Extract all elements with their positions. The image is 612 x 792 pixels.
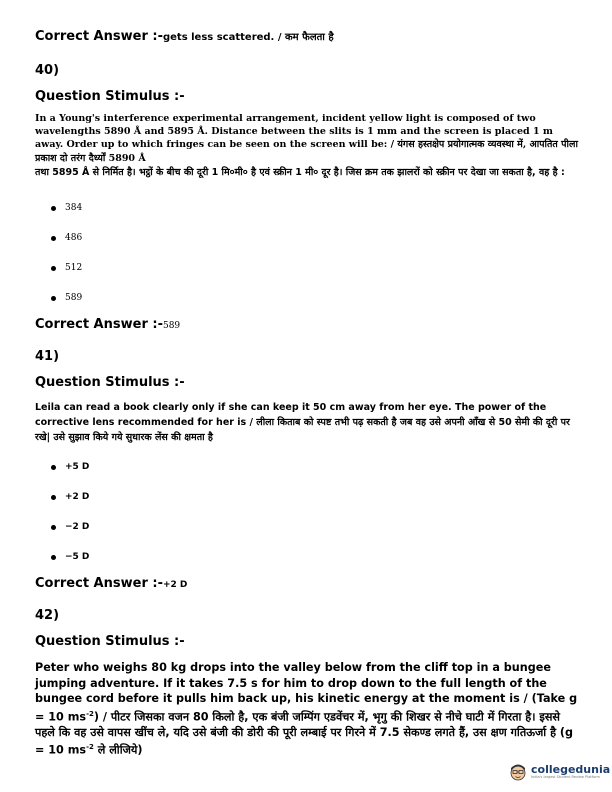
correct-answer-value: 589 <box>162 321 181 331</box>
option-4[interactable] <box>51 552 89 562</box>
question-number: 40) <box>35 63 60 78</box>
correct-answer-41 <box>35 576 187 591</box>
option-2[interactable] <box>51 233 82 243</box>
question-42-text-pre: Peter who weighs 80 kg drops into the valley below from the cliff top in a bungee jumping adventure. If it takes 7.5 s for him to drop down to the full length of the bungee cord before it pulls him back up, his kinetic energy at the moment is / (Take g = 10 ms <box>35 661 578 724</box>
correct-answer-value: +2 D <box>162 580 188 590</box>
question-40-text <box>35 112 580 180</box>
option-4-text: 589 <box>65 293 83 303</box>
option-2-text: 486 <box>65 233 83 243</box>
bullet-icon <box>51 266 56 271</box>
question-number: 41) <box>35 349 60 364</box>
bullet-icon <box>51 236 56 241</box>
question-stimulus-label: Question Stimulus :- <box>35 634 185 649</box>
question-41-text: Leila can read a book clearly only if she can keep it 50 cm away from her eye. The power of the corrective lens recommended for her is / लीला किताब को स्पष्ट तभी पढ़ सकती है जब वह उसे अपनी आँख से 50 सेमी की दूरी पर रखे| उसे सुझाव किये गये सुधारक लेंस की क्षमता है <box>35 402 570 443</box>
logo-name: collegedunia <box>531 763 611 776</box>
question-number: 42) <box>35 608 60 623</box>
bullet-icon <box>51 206 56 211</box>
option-3-text: 512 <box>65 263 83 273</box>
collegedunia-logo <box>508 762 610 782</box>
correct-answer-40 <box>35 317 180 332</box>
superscript-exponent: -2 <box>86 743 94 752</box>
correct-answer-value: gets less scattered. / कम फैलता है <box>162 32 334 43</box>
question-42-text <box>35 660 583 758</box>
superscript-exponent: -2 <box>86 709 94 718</box>
option-3[interactable] <box>51 263 82 273</box>
question-40-text-hi: तथा 5895 Å से निर्मित है। भट्ठों के बीच की दूरी 1 मि०मी० है एवं स्क्रीन 1 मी० दूर है। जिस क्रम तक झालरों को स्क्रीन पर देखा जा सकता है, वह है : <box>35 166 565 178</box>
correct-answer-label: Correct Answer :- <box>35 317 163 332</box>
bullet-icon <box>51 525 56 530</box>
option-1[interactable] <box>51 203 82 213</box>
bullet-icon <box>51 495 56 500</box>
question-stimulus-label: Question Stimulus :- <box>35 89 185 104</box>
bullet-icon <box>51 555 56 560</box>
option-3-text: −2 D <box>65 522 90 532</box>
option-1[interactable] <box>51 462 89 472</box>
correct-answer-39 <box>35 29 334 44</box>
correct-answer-label: Correct Answer :- <box>35 29 163 44</box>
question-40-text-en: In a Young's interference experimental arrangement, incident yellow light is composed of two wavelengths 5890 Å and 5895 Å. Distance between the slits is 1 mm and the screen is placed 1 m away. Order up to which fringes can be seen on the screen will be: / यंगस हस्तक्षेप प्रयोगात्मक व्यवस्था में, आपतित पीला प्रकाश दो तरंग दैर्ध्यों 5890 Å <box>35 113 578 164</box>
mascot-icon <box>508 762 528 782</box>
option-4[interactable] <box>51 293 82 303</box>
option-3[interactable] <box>51 522 89 532</box>
option-2-text: +2 D <box>65 492 90 502</box>
question-42-text-post: ले लीजिये) <box>93 743 143 757</box>
bullet-icon <box>51 465 56 470</box>
option-4-text: −5 D <box>65 552 90 562</box>
logo-tagline: India's largest Student Review Platform <box>531 775 600 779</box>
option-1-text: 384 <box>65 203 83 213</box>
option-1-text: +5 D <box>65 462 90 472</box>
option-2[interactable] <box>51 492 89 502</box>
question-42-text-mid: ) / पीटर जिसका वजन 80 किलो है, एक बंजी जम्पिंग एडवेंचर में, भृगु की शिखर से नीचे घाटी में गिरता है। इससे पहले कि वह उसे वापस खींच ले, यदि उसे बंजी की डोरी की पूरी लम्बाई पर गिरने में 7.5 सेकण्ड लगते हैं, उस क्षण गतिऊर्जा है (g = 10 ms <box>35 710 574 757</box>
correct-answer-label: Correct Answer :- <box>35 576 163 591</box>
bullet-icon <box>51 296 56 301</box>
question-stimulus-label: Question Stimulus :- <box>35 375 185 390</box>
